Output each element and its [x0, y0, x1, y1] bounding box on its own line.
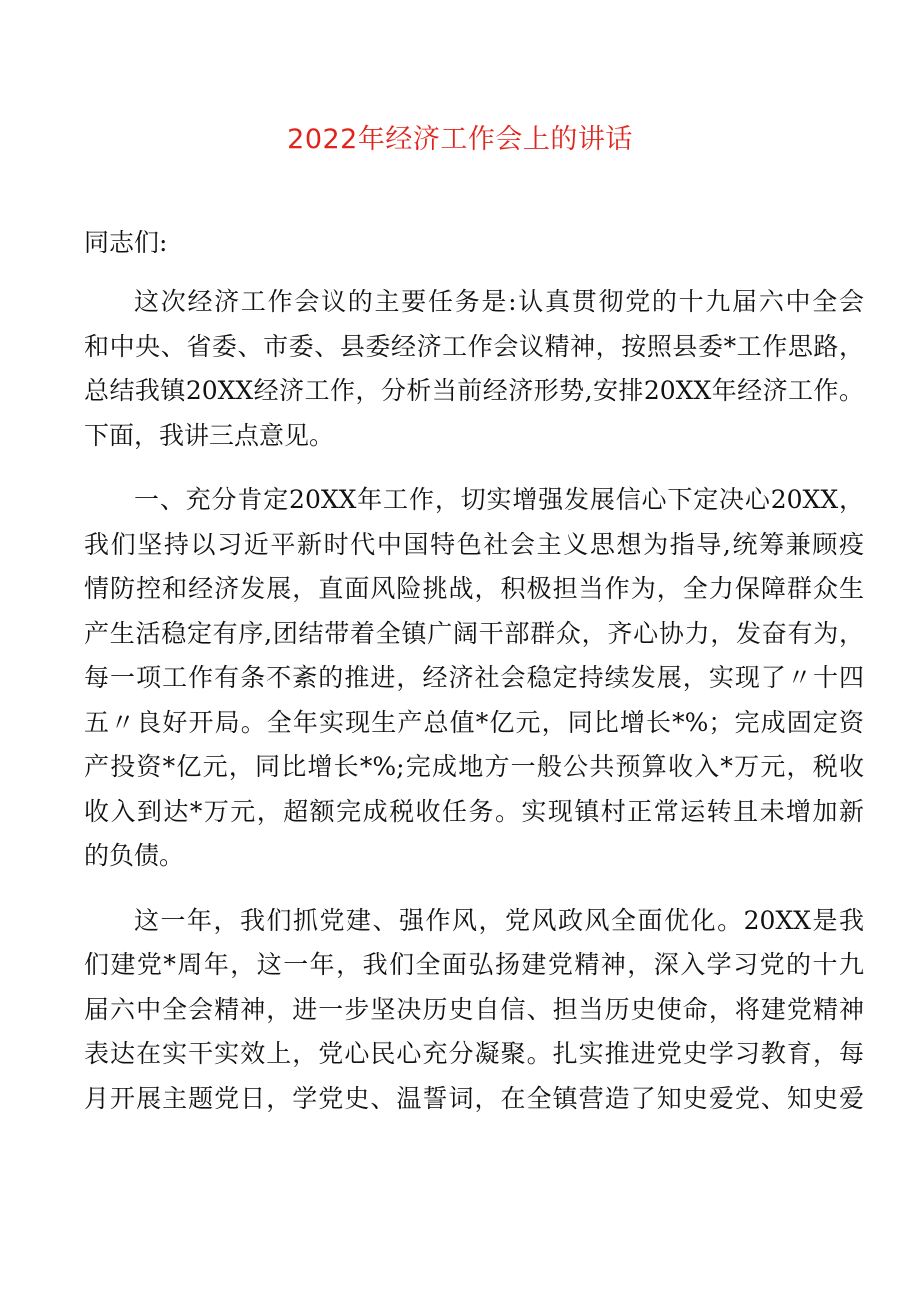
text-line: 产投资*亿元，同比增长*%;完成地方一般公共预算收入*万元，税收 [84, 752, 864, 781]
text-line: 五〃良好开局。全年实现生产总值*亿元，同比增长*%；完成固定资 [84, 707, 864, 737]
text-line: 每一项工作有条不紊的推进，经济社会稳定持续发展，实现了〃十四 [84, 663, 864, 692]
text-line: 我们坚持以习近平新时代中国特色社会主义思想为指导,统筹兼顾疫 [84, 529, 864, 559]
paragraph-2 [84, 478, 864, 879]
text-line: 的负债。 [84, 841, 185, 870]
text-line: 这一年，我们抓党建、强作风，党风政风全面优化。20XX是我 [134, 905, 864, 935]
text-line: 们建党*周年，这一年，我们全面弘扬建党精神，深入学习党的十九 [84, 950, 864, 979]
text-line: 总结我镇20XX经济工作，分析当前经济形势,安排20XX年经济工作。 [84, 376, 864, 405]
document-title: 2022年经济工作会上的讲话 [287, 124, 633, 155]
text-line: 月开展主题党日，学党史、温誓词，在全镇营造了知史爱党、知史爱 [84, 1083, 864, 1113]
text-line: 收入到达*万元，超额完成税收任务。实现镇村正常运转且未增加新 [84, 796, 864, 826]
text-line: 表达在实干实效上，党心民心充分凝聚。扎实推进党史学习教育，每 [84, 1039, 864, 1068]
text-line: 下面，我讲三点意见。 [84, 420, 335, 450]
text-line: 一、充分肯定20XX年工作，切实增强发展信心下定决心20XX， [134, 485, 864, 514]
paragraph-3 [84, 899, 864, 1122]
text-line: 届六中全会精神，进一步坚决历史自信、担当历史使命，将建党精神 [84, 994, 864, 1024]
paragraph-1 [84, 280, 864, 458]
text-line: 和中央、省委、市委、县委经济工作会议精神，按照县委*工作思路， [84, 331, 864, 361]
text-line: 产生活稳定有序,团结带着全镇广阔干部群众，齐心协力，发奋有为， [84, 618, 864, 648]
text-line: 这次经济工作会议的主要任务是:认真贯彻党的十九届六中全会 [134, 287, 864, 316]
text-line: 情防控和经济发展，直面风险挑战，积极担当作为，全力保障群众生 [84, 574, 864, 603]
salutation: 同志们: [84, 228, 168, 257]
document-body [84, 222, 864, 1141]
